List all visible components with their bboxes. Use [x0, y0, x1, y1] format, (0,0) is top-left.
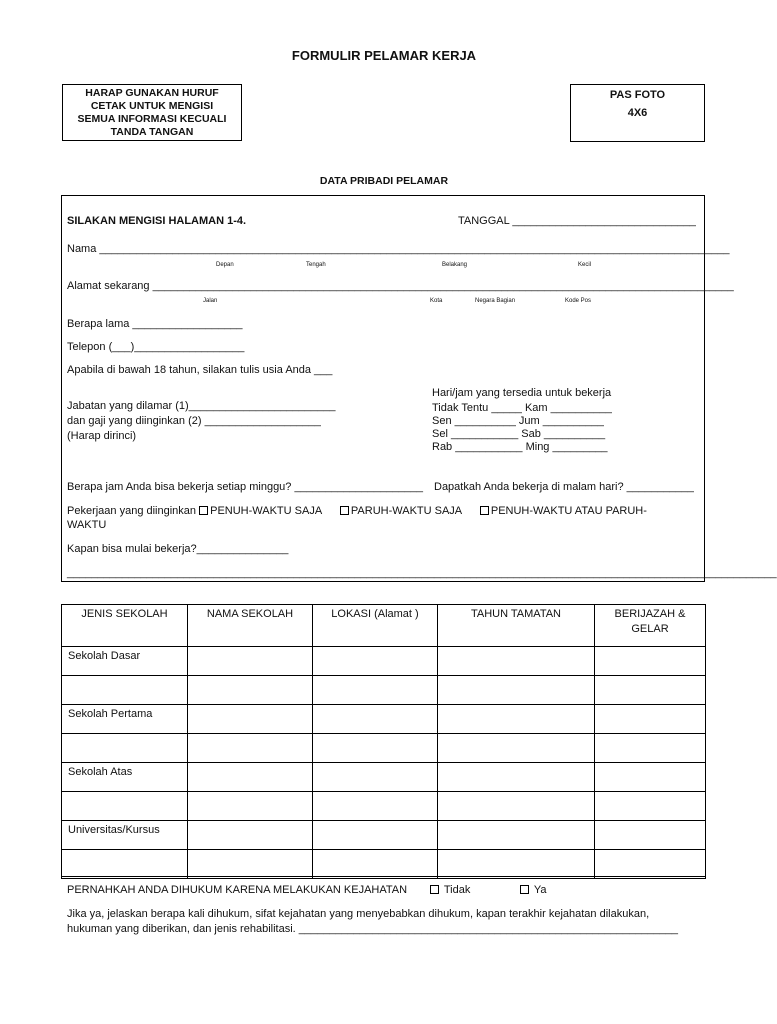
- checkbox-icon[interactable]: [480, 506, 489, 515]
- name-sub-last: Belakang: [442, 262, 468, 268]
- entry-cell[interactable]: [313, 763, 438, 792]
- table-row: [62, 647, 706, 676]
- school-type-cell: Sekolah Pertama: [62, 705, 188, 734]
- school-type-cell: [62, 850, 188, 879]
- print-notice-box: [62, 84, 242, 141]
- section-title: DATA PRIBADI PELAMAR: [319, 175, 449, 187]
- school-type-cell: Universitas/Kursus: [62, 821, 188, 850]
- name-sub-first: Depan: [216, 262, 234, 268]
- entry-cell[interactable]: [595, 734, 706, 763]
- notice-line: TANDA TANGAN: [110, 126, 194, 138]
- job-type-continuation: WAKTU: [67, 519, 107, 531]
- notice-line: CETAK UNTUK MENGISI: [90, 100, 214, 112]
- availability-row[interactable]: Sen __________ Jum __________: [432, 415, 604, 427]
- part-time-option[interactable]: [340, 505, 462, 517]
- checkbox-icon[interactable]: [340, 506, 349, 515]
- extra-line[interactable]: ____________________________________________________________________________________________________________________: [67, 567, 777, 579]
- entry-cell[interactable]: [188, 821, 313, 850]
- address-sub-state: Negara Bagian: [475, 298, 516, 304]
- crime-detail-text: Jika ya, jelaskan berapa kali dihukum, sifat kejahatan yang menyebabkan dihukum, kapan terakhir kejahatan dilakukan,: [67, 908, 650, 920]
- address-sub-street: Jalan: [203, 298, 218, 304]
- entry-cell[interactable]: [595, 647, 706, 676]
- position-field-2[interactable]: dan gaji yang diinginkan (2) ___________________: [67, 415, 321, 427]
- entry-cell[interactable]: [438, 676, 595, 705]
- header-school-type: JENIS SEKOLAH: [62, 605, 188, 647]
- crime-no-option[interactable]: [430, 884, 470, 896]
- table-row: [62, 850, 706, 879]
- entry-cell[interactable]: [188, 676, 313, 705]
- availability-row[interactable]: Rab ___________ Ming _________: [432, 441, 608, 453]
- address-sub-city: Kota: [430, 298, 443, 304]
- crime-detail-field[interactable]: hukuman yang diberikan, dan jenis rehabilitasi. ______________________________________________________________: [67, 923, 679, 935]
- job-type-label: Pekerjaan yang diinginkan: [67, 505, 197, 517]
- entry-cell[interactable]: [313, 705, 438, 734]
- table-row: [62, 763, 706, 792]
- table-row: [62, 821, 706, 850]
- entry-cell[interactable]: [188, 792, 313, 821]
- header-school-name: NAMA SEKOLAH: [188, 605, 313, 647]
- education-table: [61, 604, 706, 879]
- name-sub-initial: Kecil: [578, 262, 592, 268]
- header-location: LOKASI (Alamat ): [313, 605, 438, 647]
- option-label: Ya: [533, 884, 547, 896]
- entry-cell[interactable]: [438, 821, 595, 850]
- notice-line: SEMUA INFORMASI KECUALI: [77, 113, 227, 125]
- option-label: Tidak: [443, 884, 471, 896]
- instruction-text: SILAKAN MENGISI HALAMAN 1-4.: [67, 215, 247, 227]
- weekly-hours-field[interactable]: Berapa jam Anda bisa bekerja setiap minggu? _____________________: [67, 481, 423, 493]
- header-degree: BERIJAZAH & GELAR: [595, 605, 706, 647]
- option-label: PARUH-WAKTU SAJA: [350, 505, 462, 517]
- availability-heading: Hari/jam yang tersedia untuk bekerja: [432, 387, 612, 399]
- school-type-cell: Sekolah Atas: [62, 763, 188, 792]
- entry-cell[interactable]: [188, 647, 313, 676]
- table-row: [62, 792, 706, 821]
- position-field-1[interactable]: Jabatan yang dilamar (1)________________________: [67, 400, 336, 412]
- entry-cell[interactable]: [595, 763, 706, 792]
- checkbox-icon[interactable]: [199, 506, 208, 515]
- either-option[interactable]: [480, 505, 647, 517]
- entry-cell[interactable]: [313, 676, 438, 705]
- entry-cell[interactable]: [313, 821, 438, 850]
- entry-cell[interactable]: [595, 676, 706, 705]
- table-row: [62, 676, 706, 705]
- start-date-field[interactable]: Kapan bisa mulai bekerja?_______________: [67, 543, 289, 555]
- entry-cell[interactable]: [438, 647, 595, 676]
- date-field[interactable]: TANGGAL ______________________________: [458, 215, 696, 227]
- entry-cell[interactable]: [188, 763, 313, 792]
- table-row: [62, 734, 706, 763]
- form-title: FORMULIR PELAMAR KERJA: [291, 48, 477, 63]
- checkbox-icon[interactable]: [520, 885, 529, 894]
- name-sub-middle: Tengah: [306, 262, 326, 268]
- checkbox-icon[interactable]: [430, 885, 439, 894]
- age-field[interactable]: Apabila di bawah 18 tahun, silakan tulis usia Anda ___: [67, 364, 333, 376]
- header-graduation-year: TAHUN TAMATAN: [438, 605, 595, 647]
- entry-cell[interactable]: [438, 792, 595, 821]
- entry-cell[interactable]: [595, 792, 706, 821]
- crime-question: PERNAHKAH ANDA DIHUKUM KARENA MELAKUKAN KEJAHATAN: [67, 884, 408, 896]
- school-type-cell: [62, 734, 188, 763]
- option-label: PENUH-WAKTU SAJA: [210, 505, 322, 517]
- entry-cell[interactable]: [188, 734, 313, 763]
- entry-cell[interactable]: [438, 763, 595, 792]
- school-type-cell: [62, 792, 188, 821]
- address-field[interactable]: Alamat sekarang _______________________________________________________________________________________________: [67, 280, 734, 292]
- entry-cell[interactable]: [438, 850, 595, 879]
- name-field[interactable]: Nama _______________________________________________________________________________________________________: [67, 243, 730, 255]
- entry-cell[interactable]: [438, 734, 595, 763]
- availability-row[interactable]: Sel ___________ Sab __________: [432, 428, 606, 440]
- availability-row[interactable]: Tidak Tentu _____ Kam __________: [432, 402, 612, 414]
- job-type-row: [67, 505, 647, 517]
- entry-cell[interactable]: [595, 821, 706, 850]
- photo-box[interactable]: [570, 84, 705, 142]
- school-type-cell: [62, 676, 188, 705]
- divider: [61, 876, 705, 877]
- entry-cell[interactable]: [313, 792, 438, 821]
- night-work-field[interactable]: Dapatkah Anda bekerja di malam hari? ___________: [434, 481, 694, 493]
- position-note: (Harap dirinci): [67, 430, 137, 442]
- option-label: PENUH-WAKTU ATAU PARUH-: [490, 505, 647, 517]
- entry-cell[interactable]: [595, 850, 706, 879]
- address-sub-zip: Kode Pos: [565, 298, 592, 304]
- full-time-option[interactable]: [199, 505, 321, 517]
- table-header-row: [62, 605, 706, 647]
- photo-size: 4X6: [627, 107, 648, 119]
- entry-cell[interactable]: [313, 647, 438, 676]
- entry-cell[interactable]: [313, 734, 438, 763]
- entry-cell[interactable]: [188, 705, 313, 734]
- entry-cell[interactable]: [438, 705, 595, 734]
- phone-field[interactable]: Telepon (___)__________________: [67, 341, 245, 353]
- entry-cell[interactable]: [595, 705, 706, 734]
- notice-line: HARAP GUNAKAN HURUF: [85, 87, 219, 99]
- entry-cell[interactable]: [313, 850, 438, 879]
- duration-field[interactable]: Berapa lama __________________: [67, 318, 243, 330]
- crime-yes-option[interactable]: [520, 884, 547, 896]
- table-row: [62, 705, 706, 734]
- entry-cell[interactable]: [188, 850, 313, 879]
- school-type-cell: Sekolah Dasar: [62, 647, 188, 676]
- photo-label: PAS FOTO: [609, 89, 666, 101]
